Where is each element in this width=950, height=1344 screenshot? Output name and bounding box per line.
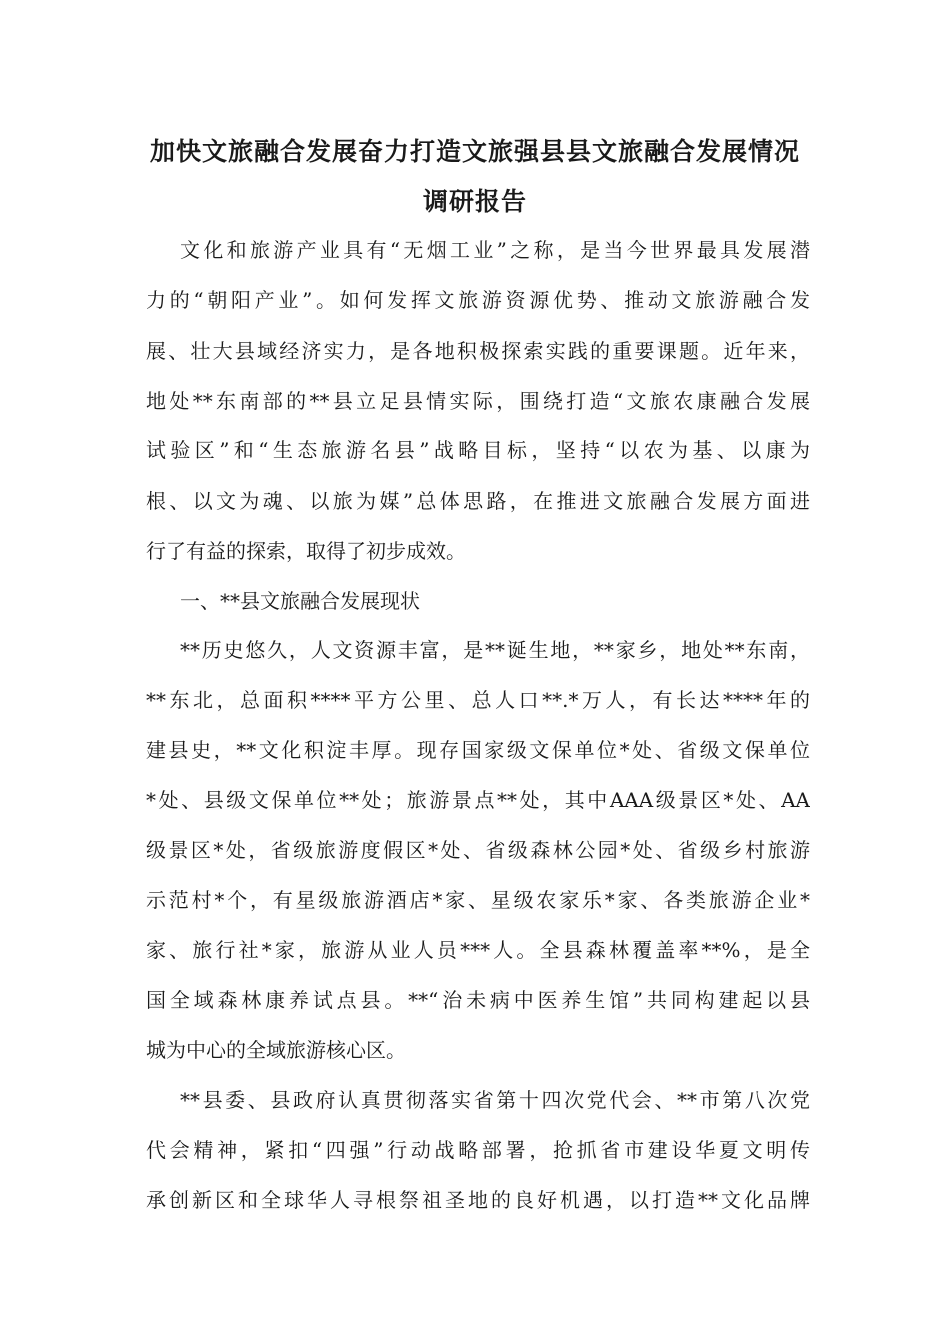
text-line: 行了有益的探索，取得了初步成效。: [146, 539, 466, 563]
text-line: 级景区*处，省级旅游度假区*处、省级森林公园*处、省级乡村旅游: [146, 838, 810, 862]
text-line: 建县史，**文化积淀丰厚。现存国家级文保单位*处、省级文保单位: [146, 738, 810, 762]
text-line: 文化和旅游产业具有“无烟工业”之称，是当今世界最具发展潜: [180, 238, 810, 262]
text-line: *处、县级文保单位**处；旅游景点**处，其中AAA级景区*处、AA: [146, 788, 810, 812]
text-line: 根、以文为魂、以旅为媒”总体思路，在推进文旅融合发展方面进: [146, 489, 810, 513]
text-line: 承创新区和全球华人寻根祭祖圣地的良好机遇，以打造**文化品牌: [146, 1188, 810, 1212]
text-line: **历史悠久，人文资源丰富，是**诞生地，**家乡，地处**东南，: [180, 638, 810, 662]
title-line-2: 调研报告: [422, 187, 527, 216]
text-line: 城为中心的全域旅游核心区。: [146, 1038, 406, 1062]
text-line: 示范村*个，有星级旅游酒店*家、星级农家乐*家、各类旅游企业*: [146, 888, 810, 912]
text-line: 国全域森林康养试点县。**“治未病中医养生馆”共同构建起以县: [146, 988, 810, 1012]
text-line: **县委、县政府认真贯彻落实省第十四次党代会、**市第八次党: [180, 1088, 810, 1112]
text-line: 代会精神，紧扣“四强”行动战略部署，抢抓省市建设华夏文明传: [146, 1138, 810, 1162]
text-line: 地处**东南部的**县立足县情实际，围绕打造“文旅农康融合发展: [146, 389, 810, 413]
title-line-1: 加快文旅融合发展奋力打造文旅强县县文旅融合发展情况: [149, 137, 800, 166]
text-line: **东北，总面积****平方公里、总人口**.*万人，有长达****年的: [146, 688, 810, 712]
text-line: 试验区”和“生态旅游名县”战略目标，坚持“以农为基、以康为: [146, 438, 810, 462]
text-line: 力的“朝阳产业”。如何发挥文旅游资源优势、推动文旅游融合发: [146, 288, 810, 312]
text-line: 展、壮大县域经济实力，是各地积极探索实践的重要课题。近年来，: [146, 339, 810, 363]
text-line: 家、旅行社*家，旅游从业人员***人。全县森林覆盖率**%，是全: [146, 938, 810, 962]
section-heading: 一、**县文旅融合发展现状: [180, 589, 420, 613]
